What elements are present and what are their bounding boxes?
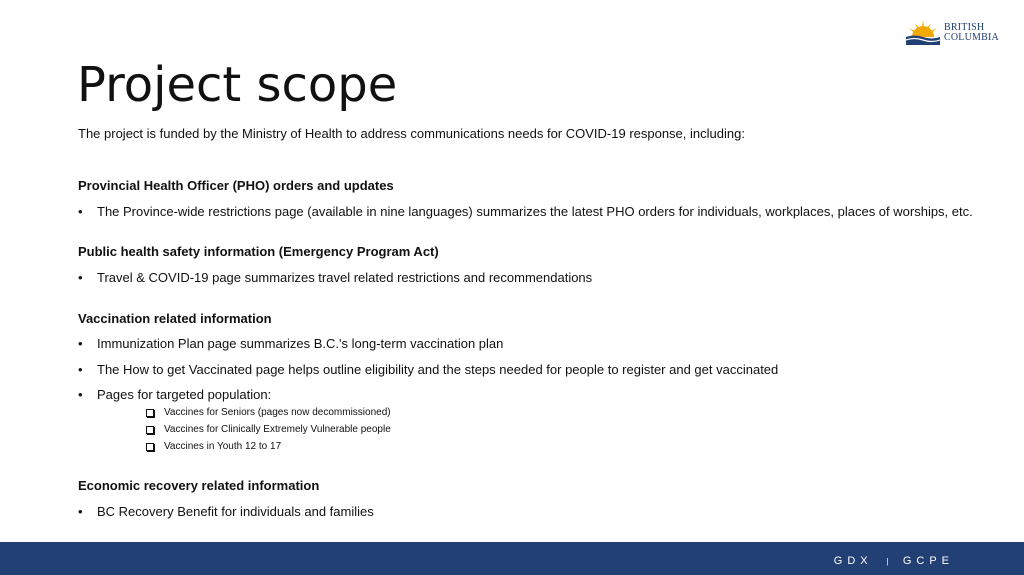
sub-item-text: Vaccines in Youth 12 to 17 [164, 441, 282, 452]
bullet-icon: • [78, 387, 83, 402]
slide-title: Project scope [77, 57, 398, 113]
bullet-icon: • [78, 336, 83, 351]
logo-line-2: COLUMBIA [944, 32, 999, 43]
intro-text: The project is funded by the Ministry of Health to address communications needs for COVID-19 response, including: [78, 126, 745, 141]
bullet-text: BC Recovery Benefit for individuals and families [97, 504, 374, 519]
bullet-text: Pages for targeted population: [97, 387, 272, 402]
footer-label [834, 555, 954, 567]
sub-item-text: Vaccines for Seniors (pages now decommissioned) [164, 407, 391, 418]
sub-item-text: Vaccines for Clinically Extremely Vulnerable people [164, 424, 391, 435]
bc-sun-logo-icon [904, 17, 942, 47]
bullet-text: The Province-wide restrictions page (available in nine languages) summarizes the latest PHO orders for individuals, workplaces, places of worships, etc. [97, 204, 973, 219]
checkbox-bullet-icon [146, 426, 154, 434]
bullet-text: Travel & COVID-19 page summarizes travel related restrictions and recommendations [97, 270, 593, 285]
bullet-icon: • [78, 204, 83, 219]
bullet-icon: • [78, 270, 83, 285]
checkbox-bullet-icon [146, 443, 154, 451]
section-heading-economic: Economic recovery related information [78, 478, 320, 493]
section-heading-pho: Provincial Health Officer (PHO) orders and updates [78, 178, 394, 193]
bullet-icon: • [78, 362, 83, 377]
section-heading-public-health: Public health safety information (Emergency Program Act) [78, 244, 439, 259]
footer-separator: | [886, 557, 889, 566]
bullet-text: Immunization Plan page summarizes B.C.'s long-term vaccination plan [97, 336, 504, 351]
logo-line-1: BRITISH [944, 22, 985, 33]
footer-bar [0, 542, 1024, 575]
footer-left-label: GDX [833, 555, 873, 567]
section-heading-vaccination: Vaccination related information [78, 311, 272, 326]
footer-right-label: GCPE [902, 555, 954, 567]
bc-logo [904, 17, 1004, 51]
bullet-icon: • [78, 504, 83, 519]
checkbox-bullet-icon [146, 409, 154, 417]
bullet-text: The How to get Vaccinated page helps outline eligibility and the steps needed for people to register and get vaccinated [97, 362, 779, 377]
